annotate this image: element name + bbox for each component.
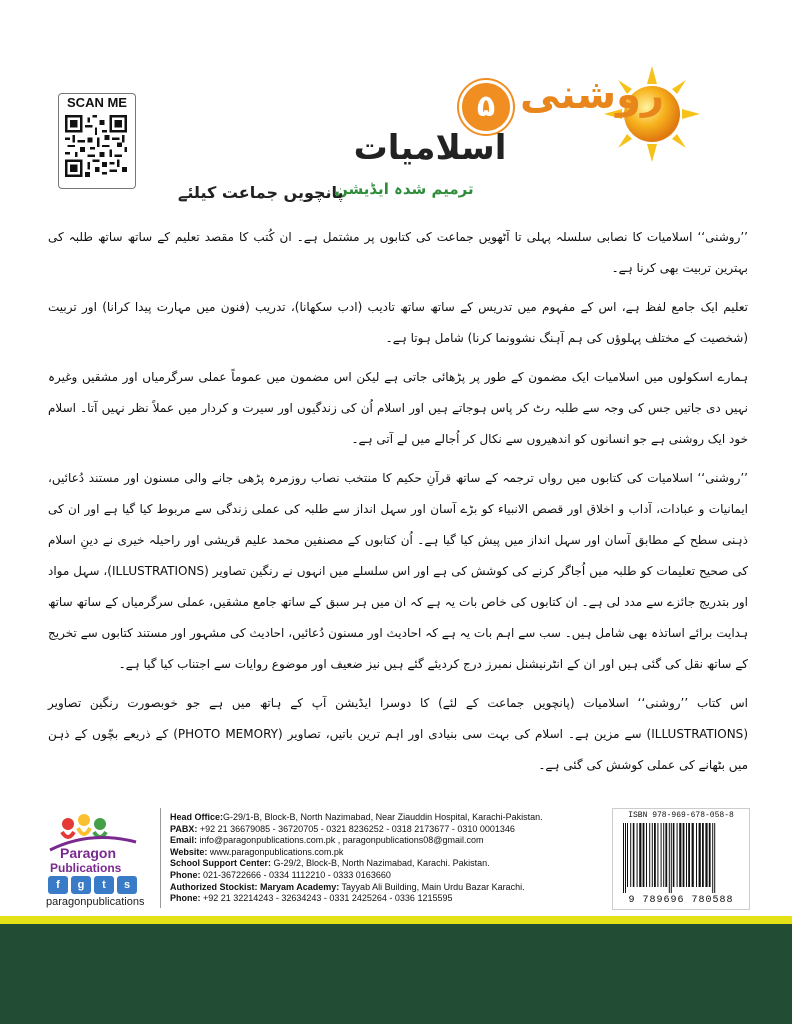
contact-line: Authorized Stockist: Maryam Academy: Tayyab Ali Building, Main Urdu Bazar Karachi.	[170, 881, 525, 892]
class-label: پانچویں جماعت کیلئے	[178, 183, 344, 202]
barcode-bar	[673, 823, 675, 887]
contact-line: Head Office:G-29/1-B, Block-B, North Nazimabad, Near Ziauddin Hospital, Karachi-Pakistan.	[170, 812, 543, 822]
barcode-bar	[627, 823, 628, 887]
logo-name: Paragon	[60, 845, 117, 861]
paragraph: ’’روشنی‘‘ اسلامیات کا نصابی سلسلہ پہلی تا آٹھویں جماعت کی کتابوں پر مشتمل ہے۔ ان کُتب کا مقصد تعلیم کے ساتھ ساتھ طلبہ کی بہترین تربیت بھی کرنا ہے۔	[48, 230, 748, 275]
contact-line: Phone: 021-36722666 - 0334 1112210 - 0333 0163660	[170, 869, 391, 880]
qr-code-icon	[65, 115, 127, 177]
facebook-icon[interactable]: f	[48, 876, 68, 894]
barcode-bar	[643, 823, 645, 887]
barcode-bar	[679, 823, 681, 887]
barcode-bar	[699, 823, 701, 887]
barcode-bar	[686, 823, 687, 887]
barcode-bar	[709, 823, 711, 887]
yellow-stripe	[0, 916, 792, 924]
barcode-bar	[696, 823, 697, 887]
green-footer-band	[0, 924, 792, 1024]
barcode-bar	[661, 823, 662, 887]
barcode-bar	[714, 823, 715, 893]
contact-line: Website: www.paragonpublications.com.pk	[170, 846, 344, 857]
barcode-bar	[665, 823, 667, 887]
barcode-bar	[625, 823, 626, 893]
social-icons	[48, 876, 137, 894]
publisher-contact	[170, 812, 600, 905]
barcode-bar	[637, 823, 638, 887]
barcode-bar	[657, 823, 658, 887]
barcode-bar	[683, 823, 685, 887]
barcode-bar	[623, 823, 624, 893]
barcode-bar	[633, 823, 635, 887]
isbn-barcode	[612, 808, 750, 910]
google-plus-icon[interactable]: g	[71, 876, 91, 894]
barcode-bar	[663, 823, 664, 887]
contact-line: Email: info@paragonpublications.com.pk , paragonpublications08@gmail.com	[170, 835, 484, 846]
logo-subname: Publications	[50, 861, 122, 875]
qr-code-box	[58, 93, 136, 189]
contact-line: PABX: +92 21 36679085 - 36720705 - 0321 8236252 - 0318 2173677 - 0310 0001346	[170, 823, 515, 834]
paragraph: ’’روشنی‘‘ اسلامیات کی کتابوں میں رواں ترجمہ کے ساتھ قرآنِ حکیم کا منتخب نصاب روزمرہ پڑھی جانے والی مسنون اور مستند دُعائیں، ایمانیات و عبادات، آداب و اخلاق اور قصص الانبیاء کو بڑے آسان اور سہل انداز سے طلبہ کی عملی زندگی سے مربوط کیا گیا ہے اور ان کی ذہنی سطح کے مطابق آسان اور سہل انداز میں پیش کیا گیا ہے۔ اُن کتابوں کے مصنفین محمد علیم قریشی اور راحیلہ خیری نے دینِ اسلام کی صحیح تعلیمات کو طلبہ میں اُجاگر کرنے کی کوشش کی ہے اور اس سلسلے میں انہوں نے رنگین تصاویر (ILLUSTRATIONS)، سہل مواد اور بتدریج جائزے سے مدد لی ہے۔ ان کتابوں کی خاص بات یہ ہے کہ ان میں ہر سبق کے ساتھ جامع مشقیں، عملی سرگرمیاں کے ساتھ ساتھ ہدایت برائے اساتذہ بھی شامل ہیں۔ سب سے اہم بات یہ ہے کہ احادیث اور مسنون دُعائیں، احادیث کی مشہور اور مستند کتابوں سے تخریج کے ساتھ نقل کی گئی ہیں اور ان کے انٹرنیشنل نمبرز درج کردیئے گئے ہیں نیز ضعیف اور موضوع روایات سے اجتناب کیا گیا ہے۔	[48, 471, 749, 671]
barcode-bar	[639, 823, 641, 887]
paragraph: تعلیم ایک جامع لفظ ہے، اس کے مفہوم میں تدریس کے ساتھ ساتھ تادیب (ادب سکھانا)، تدریب (فنون میں مہارت پیدا کرانا) اور تربیت (شخصیت کے مختلف پہلوؤں کی ہم آہنگ نشوونما کرنا) شامل ہوتا ہے۔	[48, 300, 748, 345]
barcode-bar	[692, 823, 694, 887]
grade-badge: ۵	[459, 80, 513, 134]
subject-title: اسلامیات	[353, 128, 507, 168]
barcode-bar	[654, 823, 656, 887]
barcode-bar	[649, 823, 650, 887]
scan-me-label: SCAN ME	[67, 95, 127, 110]
barcode-bar	[705, 823, 707, 887]
paragraph: ہمارے اسکولوں میں اسلامیات ایک مضمون کے طور پر پڑھائی جاتی ہے لیکن اس مضمون میں عموماً عملی سرگرمیاں اور مشقیں وغیرہ نہیں دی جاتیں جس کی وجہ سے طلبہ رٹ کر پاس ہوجاتے ہیں اور اسلام اُن کی زندگیوں اور سیرت و کردار میں عملاً نظر نہیں آتا۔ اسلام خود ایک روشنی ہے جو انسانوں کو اندھیروں سے نکال کر اُجالے میں لے آتی ہے۔	[48, 370, 748, 446]
barcode-bar	[712, 823, 713, 893]
isbn-text: ISBN 978-969-678-058-8	[628, 811, 734, 820]
divider	[160, 808, 161, 908]
barcode-icon	[621, 823, 741, 893]
twitter-icon[interactable]: t	[94, 876, 114, 894]
barcode-bar	[688, 823, 690, 887]
barcode-bar	[652, 823, 653, 887]
barcode-bar	[671, 823, 672, 893]
barcode-bar	[646, 823, 647, 887]
series-title: روشنی	[520, 72, 665, 118]
publisher-handle: paragonpublications	[46, 896, 145, 908]
barcode-bar	[677, 823, 678, 887]
barcode-bar	[630, 823, 631, 887]
contact-line: School Support Center: G-29/2, Block-B, North Nazimabad, Karachi. Pakistan.	[170, 858, 490, 869]
edition-label: ترمیم شدہ ایڈیشن	[335, 180, 474, 198]
description-body	[48, 222, 748, 789]
contact-line: Phone: +92 21 32214243 - 32634243 - 0331 2425264 - 0336 1215595	[170, 893, 453, 904]
barcode-bar	[669, 823, 670, 893]
barcode-number: 9 789696 780588	[628, 895, 734, 906]
skype-icon[interactable]: s	[117, 876, 137, 894]
paragraph: اس کتاب ’’روشنی‘‘ اسلامیات (پانچویں جماعت کے لئے) کا دوسرا ایڈیشن آپ کے ہاتھ میں ہے جو خوبصورت رنگین تصاویر (ILLUSTRATIONS) سے مزین ہے۔ اسلام کی بہت سی بنیادی اور اہم ترین باتیں، تصاویر (PHOTO MEMORY) کے ذریعے بچّوں کے ذہن میں بٹھانے کی عملی کوشش کی گئی ہے۔	[48, 696, 748, 772]
barcode-bar	[702, 823, 704, 887]
